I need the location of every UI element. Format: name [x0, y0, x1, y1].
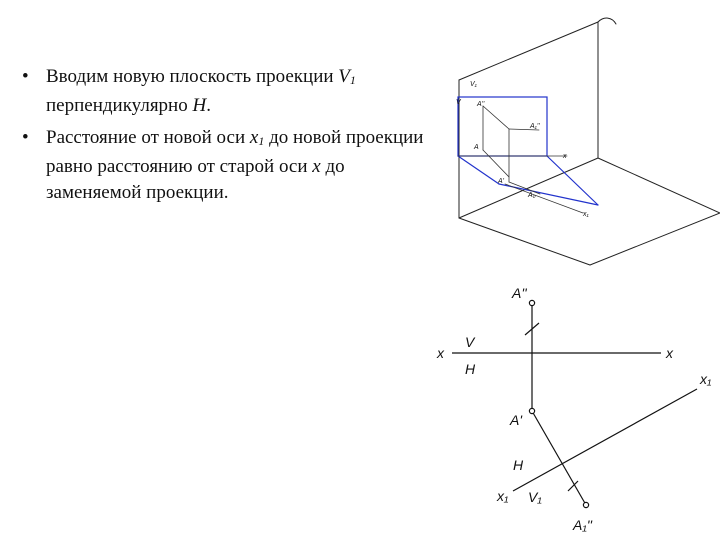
iso-label-a2: A''	[477, 101, 485, 108]
iso-label-v1: V₁	[470, 81, 477, 88]
iso-label-a1-2: A₁''	[530, 123, 540, 130]
iso-label-x1: x₁	[583, 211, 589, 218]
iso-label-a: A	[474, 144, 479, 151]
ortho-label-a1-2: A₁''	[573, 517, 593, 533]
bullet-1-text-a: Вводим новую плоскость проекции	[46, 66, 339, 87]
isometric-diagram	[456, 18, 720, 265]
ortho-label-h2: H	[513, 457, 524, 473]
bullet-1-text-f: .	[206, 95, 211, 116]
iso-label-v: V	[456, 99, 461, 106]
iso-label-a0: A₀	[528, 192, 536, 199]
ortho-label-x1-left: x₁	[497, 488, 509, 504]
bullet-1-text-d: перпендикулярно	[46, 95, 193, 116]
bullet-2-axis-subscript: 1	[258, 134, 265, 148]
bullet-2-axis-x-old: x	[312, 156, 321, 177]
iso-labels	[456, 81, 590, 218]
bullet-1-plane-v: V	[338, 66, 350, 87]
v-plane-outline	[459, 18, 720, 265]
point-a1	[529, 408, 534, 413]
ortho-label-h: H	[465, 361, 476, 377]
ortho-label-x-right: x	[666, 345, 673, 361]
ortho-label-a2: A''	[512, 285, 527, 301]
bullet-2-axis-x: x	[249, 127, 259, 148]
bullet-marker: •	[22, 127, 29, 148]
bullet-2-text-a: Расстояние от новой оси	[46, 127, 250, 148]
bullet-1-plane-h: H	[192, 95, 207, 116]
ortho-label-v: V	[465, 334, 475, 350]
iso-label-a1: A'	[498, 178, 505, 185]
point-a2	[529, 300, 534, 305]
bullet-marker: •	[22, 66, 29, 87]
bullet-2-text-d: до новой проекции равно расстоянию от старой оси	[46, 127, 424, 177]
bullet-1-plane-v-subscript: 1	[349, 73, 356, 87]
iso-label-x: x	[563, 153, 567, 160]
bullet-2-text-f: до заменяемой проекции.	[46, 156, 345, 203]
ortho-label-x1-right: x₁	[700, 371, 712, 387]
axis-x1-line	[513, 389, 697, 491]
orthographic-diagram	[452, 300, 697, 507]
ortho-labels	[436, 285, 712, 533]
ortho-label-v1: V₁	[528, 489, 542, 505]
point-a1-new	[583, 502, 588, 507]
ortho-label-a1: A'	[510, 412, 523, 428]
ortho-label-x-left: x	[437, 345, 444, 361]
v1-plane-outline	[458, 97, 598, 205]
